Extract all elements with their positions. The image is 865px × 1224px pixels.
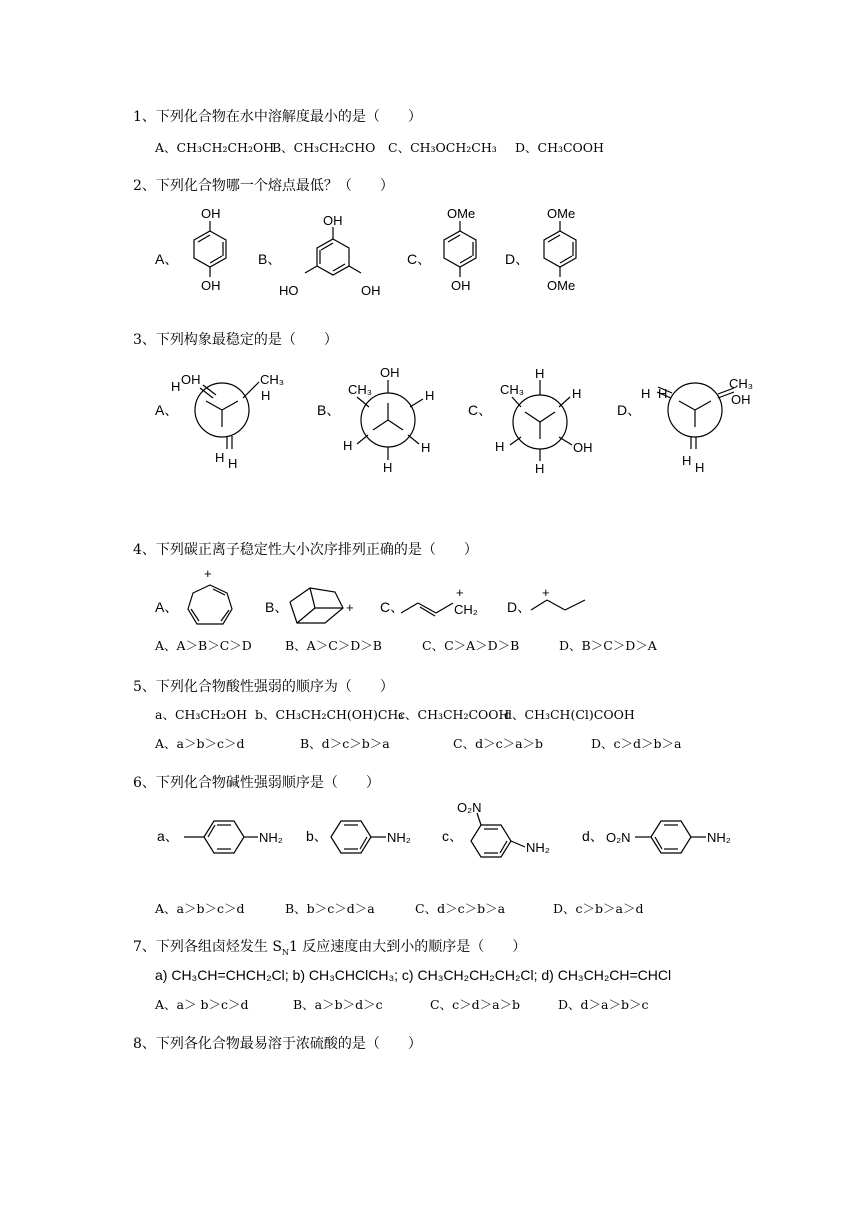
- q2-d-bottom-ome: OMe: [547, 278, 576, 293]
- q4-c-ch2: CH₂: [454, 602, 478, 617]
- q7-stem: 7、下列各组卤烃发生 $S_N1$ 反应速度由大到小的顺序是（ ）: [133, 939, 527, 957]
- q2-label-c: C、: [407, 251, 432, 267]
- q3-b-h2: H: [343, 438, 353, 453]
- q6-label-d: d、: [582, 828, 604, 844]
- q6-c-nh2: NH₂: [526, 840, 550, 855]
- q4-norbornyl-cation: [285, 580, 365, 630]
- q3-b-h4: H: [383, 460, 393, 475]
- q2-a-top-oh: OH: [201, 206, 221, 221]
- q3-label-a: A、: [155, 402, 179, 418]
- q6-option-a: A、a＞b＞c＞d: [155, 901, 245, 916]
- q4-option-b: B、A＞C＞D＞B: [285, 638, 382, 653]
- q2-a-bottom-oh: OH: [201, 278, 221, 293]
- q4-label-a: A、: [155, 599, 179, 615]
- q3-a-oh: OH: [181, 372, 201, 387]
- q6-d-no2: O₂N: [606, 830, 631, 845]
- q3-b-ch3: CH₃: [348, 382, 373, 397]
- q2-stem: 2、下列化合物哪一个熔点最低？（ ）: [133, 178, 394, 194]
- q2-label-b: B、: [258, 251, 282, 267]
- q6-structure-b-aniline: [325, 815, 425, 860]
- q3-a-h2: H: [261, 388, 271, 403]
- q6-structure-a-p-toluidine: [180, 815, 295, 860]
- q3-b-h1: H: [425, 388, 435, 403]
- q7-formula-line: a) CH₃CH=CHCH₂Cl; b) CH₃CHClCH₃; c) CH₃CH₂CH₂CH₂Cl; d) CH₃CH₂CH=CHCl: [155, 967, 672, 983]
- q3-d-h1: H: [641, 386, 651, 401]
- q6-c-no2: O₂N: [457, 800, 482, 815]
- q4-tropylium-cation: [178, 565, 248, 635]
- q5-option-b: B、d＞c＞b＞a: [300, 736, 390, 751]
- q5-compound-b: b、CH₃CH₂CH(OH)CH₃: [255, 707, 404, 722]
- q3-d-h2: H: [658, 386, 668, 401]
- q4-sec-butyl-cation: [528, 585, 593, 618]
- q3-d-h3: H: [682, 453, 692, 468]
- q2-structure-d-dimethoxybenzene: [520, 205, 610, 315]
- q1-option-c: C、CH₃OCH₂CH₃: [388, 140, 497, 155]
- q2-label-d: D、: [505, 251, 530, 267]
- q4-stem: 4、下列碳正离子稳定性大小次序排列正确的是（ ）: [133, 542, 478, 558]
- q4-option-a: A、A＞B＞C＞D: [155, 638, 252, 653]
- q6-stem: 6、下列化合物碱性强弱顺序是（ ）: [133, 775, 380, 791]
- q2-label-a: A、: [155, 251, 179, 267]
- q6-option-b: B、b＞c＞d＞a: [285, 901, 375, 916]
- q2-c-bottom-oh: OH: [451, 278, 471, 293]
- q3-d-ch3: CH₃: [729, 376, 754, 391]
- q6-structure-d-p-nitroaniline: [604, 815, 744, 860]
- q3-c-h2: H: [572, 386, 582, 401]
- q2-d-top-ome: OMe: [547, 206, 576, 221]
- q3-newman-a: [165, 365, 295, 480]
- q4-option-d: D、B＞C＞D＞A: [559, 638, 657, 653]
- q4-option-c: C、C＞A＞D＞B: [422, 638, 520, 653]
- q3-a-ch3: CH₃: [260, 372, 285, 387]
- q5-option-a: A、a＞b＞c＞d: [155, 736, 245, 751]
- q1-option-b: B、CH₃CH₂CHO: [272, 140, 376, 155]
- q2-b-left-ho: HO: [279, 283, 299, 298]
- q6-option-d: D、c＞b＞a＞d: [553, 901, 644, 916]
- q4-c-plus: +: [456, 585, 464, 600]
- q3-label-c: C、: [468, 402, 493, 418]
- q6-a-nh2: NH₂: [259, 830, 283, 845]
- q7-stem-subscript: N: [281, 947, 289, 957]
- q3-a-h1: H: [171, 379, 181, 394]
- q2-b-right-oh: OH: [361, 283, 381, 298]
- q5-option-d: D、c＞d＞b＞a: [591, 736, 682, 751]
- q4-allyl-cation: [398, 585, 493, 625]
- q5-stem: 5、下列化合物酸性强弱的顺序为（ ）: [133, 679, 394, 695]
- q4-label-c: C、: [380, 599, 405, 615]
- q4-b-plus: +: [346, 600, 354, 615]
- q3-a-h3: H: [215, 450, 225, 465]
- q3-d-oh: OH: [731, 392, 751, 407]
- q5-option-c: C、d＞c＞a＞b: [453, 736, 544, 751]
- q3-c-h3: H: [495, 439, 505, 454]
- q5-compound-c: c、CH₃CH₂COOH: [398, 707, 510, 722]
- q3-c-h4: H: [535, 461, 545, 476]
- q4-d-plus: +: [542, 585, 550, 600]
- q3-a-h4: H: [228, 456, 238, 471]
- q7-option-d: D、d＞a＞b＞c: [558, 997, 649, 1012]
- q3-c-h1: H: [535, 366, 545, 381]
- q6-label-b: b、: [306, 828, 328, 844]
- q3-c-oh: OH: [573, 440, 593, 455]
- q6-b-nh2: NH₂: [387, 830, 411, 845]
- q7-option-a: A、a＞ b＞c＞d: [155, 997, 249, 1012]
- q6-label-c: c、: [442, 828, 463, 844]
- q8-stem: 8、下列各化合物最易溶于浓硫酸的是（ ）: [133, 1036, 422, 1052]
- q2-structure-c-methoxyphenol: [420, 205, 510, 315]
- q6-structure-c-m-nitroaniline: [455, 795, 575, 870]
- q4-label-d: D、: [507, 599, 532, 615]
- q2-structure-a-hydroquinone: [170, 205, 260, 315]
- q6-label-a: a、: [157, 828, 179, 844]
- q3-b-h3: H: [421, 440, 431, 455]
- q2-c-top-ome: OMe: [447, 206, 476, 221]
- q6-d-nh2: NH₂: [707, 830, 731, 845]
- q7-option-c: C、c＞d＞a＞b: [430, 997, 521, 1012]
- q3-newman-b: [335, 360, 455, 480]
- q1-stem: 1、下列化合物在水中溶解度最小的是（ ）: [133, 109, 422, 125]
- q3-label-b: B、: [317, 402, 341, 418]
- q7-option-b: B、a＞b＞d＞c: [293, 997, 383, 1012]
- q2-structure-b-phloroglucinol: [275, 215, 395, 315]
- q5-compound-d: d、CH₃CH(Cl)COOH: [504, 707, 635, 722]
- q4-a-plus: +: [204, 566, 212, 581]
- q3-stem: 3、下列构象最稳定的是（ ）: [133, 332, 338, 348]
- q4-label-b: B、: [265, 599, 289, 615]
- q1-option-d: D、CH₃COOH: [515, 140, 604, 155]
- q3-newman-c: [490, 365, 605, 480]
- q1-option-a: A、CH₃CH₂CH₂OH: [155, 140, 275, 155]
- q2-b-top-oh: OH: [323, 213, 343, 228]
- q3-d-h4: H: [695, 460, 705, 475]
- q3-c-ch3: CH₃: [500, 382, 525, 397]
- q3-label-d: D、: [617, 402, 642, 418]
- q5-compound-a: a、CH₃CH₂OH: [155, 707, 248, 722]
- q3-newman-d: [635, 365, 765, 480]
- q3-b-oh: OH: [380, 365, 400, 380]
- q6-option-c: C、d＞c＞b＞a: [415, 901, 506, 916]
